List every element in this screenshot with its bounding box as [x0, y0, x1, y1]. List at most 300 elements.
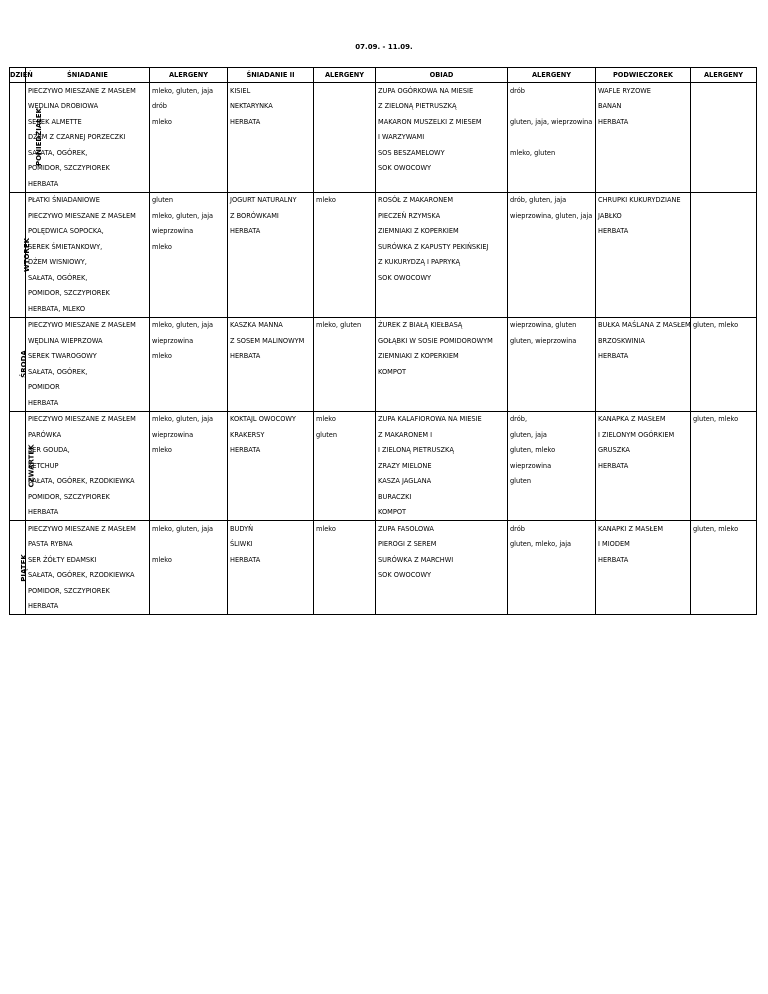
cell-afternoon-snack: BANAN: [596, 99, 691, 115]
menu-row: [10, 270, 757, 286]
cell-afternoon-snack-allergens: [691, 568, 757, 584]
cell-lunch: Z MAKARONEM I: [376, 427, 508, 443]
cell-afternoon-snack: [596, 489, 691, 505]
cell-breakfast-allergens: [150, 474, 228, 490]
cell-breakfast: HERBATA: [26, 395, 150, 411]
cell-afternoon-snack: [596, 161, 691, 177]
cell-afternoon-snack: HERBATA: [596, 552, 691, 568]
menu-body: [10, 83, 757, 615]
cell-breakfast: POMIDOR, SZCZYPIOREK: [26, 489, 150, 505]
cell-afternoon-snack: [596, 270, 691, 286]
cell-breakfast-allergens: [150, 583, 228, 599]
cell-breakfast: SER GOUDA,: [26, 443, 150, 459]
menu-row: [10, 83, 757, 99]
cell-breakfast: SAŁATA, OGÓREK,: [26, 270, 150, 286]
cell-lunch-allergens: gluten, mleko, jaja: [508, 537, 596, 553]
menu-row: [10, 443, 757, 459]
cell-afternoon-snack-allergens: [691, 349, 757, 365]
cell-afternoon-snack-allergens: [691, 192, 757, 208]
cell-second-breakfast-allergens: [314, 145, 376, 161]
cell-lunch: ZUPA FASOLOWA: [376, 521, 508, 537]
cell-lunch-allergens: [508, 489, 596, 505]
cell-breakfast-allergens: [150, 458, 228, 474]
weekly-menu-table: [9, 67, 757, 615]
cell-lunch: Z ZIELONĄ PIETRUSZKĄ: [376, 99, 508, 115]
cell-afternoon-snack: [596, 583, 691, 599]
cell-lunch: [376, 599, 508, 615]
cell-lunch-allergens: gluten, jaja, wieprzowina: [508, 114, 596, 130]
cell-lunch-allergens: [508, 255, 596, 271]
cell-second-breakfast-allergens: mleko: [314, 192, 376, 208]
cell-afternoon-snack: [596, 380, 691, 396]
cell-second-breakfast-allergens: [314, 333, 376, 349]
cell-afternoon-snack-allergens: [691, 380, 757, 396]
cell-second-breakfast-allergens: [314, 114, 376, 130]
cell-afternoon-snack: [596, 395, 691, 411]
cell-afternoon-snack: [596, 255, 691, 271]
cell-lunch-allergens: wieprzowina, gluten, jaja: [508, 208, 596, 224]
cell-afternoon-snack: I MIODEM: [596, 537, 691, 553]
cell-lunch-allergens: [508, 395, 596, 411]
cell-lunch-allergens: [508, 380, 596, 396]
cell-second-breakfast-allergens: [314, 239, 376, 255]
menu-row: [10, 224, 757, 240]
cell-afternoon-snack-allergens: gluten, mleko: [691, 521, 757, 537]
day-cell: [10, 192, 32, 317]
menu-row: [10, 114, 757, 130]
cell-lunch-allergens: gluten: [508, 474, 596, 490]
cell-second-breakfast: [228, 161, 314, 177]
day-cell: [10, 317, 26, 411]
cell-lunch-allergens: drób,: [508, 411, 596, 427]
menu-row: [10, 568, 757, 584]
cell-breakfast-allergens: wieprzowina: [150, 427, 228, 443]
cell-breakfast-allergens: [150, 145, 228, 161]
cell-second-breakfast: [228, 255, 314, 271]
cell-breakfast: PIECZYWO MIESZANE Z MASŁEM: [26, 83, 150, 99]
cell-lunch: [376, 301, 508, 317]
menu-row: [10, 458, 757, 474]
cell-breakfast: PIECZYWO MIESZANE Z MASŁEM: [26, 411, 150, 427]
cell-lunch-allergens: drób: [508, 521, 596, 537]
cell-breakfast-allergens: mleko: [150, 349, 228, 365]
day-name: PIĄTEK: [19, 553, 28, 582]
cell-breakfast: SAŁATA, OGÓREK, RZODKIEWKA: [26, 474, 150, 490]
cell-breakfast-allergens: mleko, gluten, jaja: [150, 411, 228, 427]
cell-second-breakfast: [228, 239, 314, 255]
cell-afternoon-snack: [596, 145, 691, 161]
cell-afternoon-snack: [596, 239, 691, 255]
cell-second-breakfast: Z BORÓWKAMI: [228, 208, 314, 224]
cell-breakfast-allergens: [150, 537, 228, 553]
cell-afternoon-snack: HERBATA: [596, 114, 691, 130]
cell-lunch: [376, 286, 508, 302]
cell-lunch: SOK OWOCOWY: [376, 568, 508, 584]
cell-second-breakfast-allergens: [314, 270, 376, 286]
cell-second-breakfast-allergens: [314, 537, 376, 553]
cell-breakfast: POMIDOR, SZCZYPIOREK: [26, 583, 150, 599]
cell-second-breakfast: KOKTAJL OWOCOWY: [228, 411, 314, 427]
cell-afternoon-snack: [596, 286, 691, 302]
cell-afternoon-snack: [596, 599, 691, 615]
cell-second-breakfast: ŚLIWKI: [228, 537, 314, 553]
cell-afternoon-snack-allergens: [691, 474, 757, 490]
cell-lunch: ROSÓŁ Z MAKARONEM: [376, 192, 508, 208]
day-name: CZWARTEK: [27, 444, 36, 488]
menu-row: [10, 208, 757, 224]
cell-breakfast: SAŁATA, OGÓREK, RZODKIEWKA: [26, 568, 150, 584]
cell-afternoon-snack: [596, 505, 691, 521]
cell-lunch: [376, 176, 508, 192]
cell-breakfast: PIECZYWO MIESZANE Z MASŁEM: [26, 521, 150, 537]
cell-lunch-allergens: [508, 349, 596, 365]
cell-lunch-allergens: [508, 599, 596, 615]
menu-row: [10, 599, 757, 615]
cell-afternoon-snack-allergens: [691, 583, 757, 599]
cell-lunch-allergens: wieprzowina: [508, 458, 596, 474]
cell-afternoon-snack: BUŁKA MAŚLANA Z MASŁEM: [596, 317, 691, 333]
cell-second-breakfast: Z SOSEM MALINOWYM: [228, 333, 314, 349]
cell-breakfast-allergens: [150, 286, 228, 302]
header-breakfast-allergens: ALERGENY: [150, 68, 228, 83]
header-day: DZIEŃ: [10, 68, 26, 83]
cell-afternoon-snack: HERBATA: [596, 458, 691, 474]
cell-breakfast: HERBATA: [26, 599, 150, 615]
cell-second-breakfast: [228, 583, 314, 599]
cell-lunch: KASZA JAGLANA: [376, 474, 508, 490]
cell-afternoon-snack: BRZOSKWINIA: [596, 333, 691, 349]
day-cell: [10, 83, 43, 193]
cell-breakfast-allergens: drób: [150, 99, 228, 115]
cell-afternoon-snack: KANAPKA Z MASŁEM: [596, 411, 691, 427]
cell-breakfast: SEREK ŚMIETANKOWY,: [26, 239, 150, 255]
cell-breakfast: HERBATA: [26, 176, 150, 192]
cell-breakfast-allergens: mleko, gluten, jaja: [150, 317, 228, 333]
cell-lunch-allergens: [508, 239, 596, 255]
cell-afternoon-snack-allergens: [691, 301, 757, 317]
header-lunch: OBIAD: [376, 68, 508, 83]
cell-lunch-allergens: [508, 270, 596, 286]
cell-breakfast: PASTA RYBNA: [26, 537, 150, 553]
cell-lunch: ZUPA KALAFIOROWA NA MIESIE: [376, 411, 508, 427]
cell-breakfast-allergens: mleko: [150, 239, 228, 255]
cell-second-breakfast-allergens: [314, 552, 376, 568]
cell-afternoon-snack-allergens: [691, 161, 757, 177]
cell-breakfast: WĘDLINA WIEPRZOWA: [26, 333, 150, 349]
menu-row: [10, 349, 757, 365]
cell-afternoon-snack-allergens: [691, 364, 757, 380]
cell-lunch: PIECZEŃ RZYMSKA: [376, 208, 508, 224]
cell-lunch-allergens: drób: [508, 83, 596, 99]
cell-lunch: KOMPOT: [376, 364, 508, 380]
cell-breakfast: PŁATKI ŚNIADANIOWE: [26, 192, 150, 208]
menu-row: [10, 176, 757, 192]
cell-lunch-allergens: [508, 301, 596, 317]
cell-second-breakfast-allergens: mleko: [314, 411, 376, 427]
cell-lunch-allergens: [508, 161, 596, 177]
cell-second-breakfast-allergens: [314, 99, 376, 115]
cell-breakfast-allergens: [150, 489, 228, 505]
header-second-breakfast-allergens: ALERGENY: [314, 68, 376, 83]
cell-breakfast: DŻEM Z CZARNEJ PORZECZKI: [26, 130, 150, 146]
cell-second-breakfast: NEKTARYNKA: [228, 99, 314, 115]
cell-breakfast: SEREK TWAROGOWY: [26, 349, 150, 365]
cell-second-breakfast: BUDYŃ: [228, 521, 314, 537]
cell-breakfast: WĘDLINA DROBIOWA: [26, 99, 150, 115]
cell-lunch-allergens: [508, 568, 596, 584]
menu-row: [10, 537, 757, 553]
cell-afternoon-snack-allergens: [691, 458, 757, 474]
cell-second-breakfast: [228, 364, 314, 380]
cell-afternoon-snack-allergens: [691, 489, 757, 505]
cell-lunch-allergens: drób, gluten, jaja: [508, 192, 596, 208]
cell-lunch-allergens: gluten, mleko: [508, 443, 596, 459]
cell-breakfast-allergens: [150, 255, 228, 271]
cell-lunch-allergens: [508, 176, 596, 192]
cell-breakfast: POLĘDWICA SOPOCKA,: [26, 224, 150, 240]
menu-row: [10, 99, 757, 115]
cell-afternoon-snack-allergens: [691, 395, 757, 411]
cell-afternoon-snack-allergens: [691, 114, 757, 130]
cell-second-breakfast-allergens: [314, 301, 376, 317]
cell-afternoon-snack: HERBATA: [596, 224, 691, 240]
cell-breakfast: POMIDOR, SZCZYPIOREK: [26, 286, 150, 302]
cell-second-breakfast-allergens: [314, 176, 376, 192]
menu-row: [10, 364, 757, 380]
cell-lunch: ŻUREK Z BIAŁĄ KIEŁBASĄ: [376, 317, 508, 333]
cell-second-breakfast-allergens: [314, 505, 376, 521]
cell-second-breakfast-allergens: [314, 395, 376, 411]
cell-lunch-allergens: mleko, gluten: [508, 145, 596, 161]
cell-breakfast: SAŁATA, OGÓREK,: [26, 145, 150, 161]
cell-breakfast-allergens: [150, 176, 228, 192]
cell-lunch: ZUPA OGÓRKOWA NA MIESIE: [376, 83, 508, 99]
cell-afternoon-snack-allergens: [691, 552, 757, 568]
cell-breakfast-allergens: mleko: [150, 552, 228, 568]
cell-lunch-allergens: [508, 99, 596, 115]
cell-lunch: I WARZYWAMI: [376, 130, 508, 146]
cell-afternoon-snack: WAFLE RYZOWE: [596, 83, 691, 99]
cell-second-breakfast: [228, 301, 314, 317]
cell-second-breakfast-allergens: [314, 208, 376, 224]
cell-afternoon-snack: JABŁKO: [596, 208, 691, 224]
day-name: ŚRODA: [19, 350, 28, 378]
header-afternoon-snack: PODWIECZOREK: [596, 68, 691, 83]
cell-afternoon-snack-allergens: [691, 83, 757, 99]
cell-afternoon-snack-allergens: [691, 239, 757, 255]
cell-lunch: SOK OWOCOWY: [376, 270, 508, 286]
cell-afternoon-snack-allergens: [691, 537, 757, 553]
cell-breakfast-allergens: wieprzowina: [150, 333, 228, 349]
cell-second-breakfast-allergens: [314, 364, 376, 380]
cell-second-breakfast: [228, 176, 314, 192]
cell-second-breakfast-allergens: [314, 349, 376, 365]
cell-breakfast-allergens: [150, 364, 228, 380]
cell-second-breakfast: [228, 568, 314, 584]
cell-afternoon-snack-allergens: [691, 145, 757, 161]
cell-second-breakfast-allergens: [314, 489, 376, 505]
cell-breakfast-allergens: mleko, gluten, jaja: [150, 208, 228, 224]
cell-afternoon-snack-allergens: [691, 208, 757, 224]
menu-date-range: 07.09. - 11.09.: [355, 43, 413, 51]
cell-afternoon-snack: [596, 301, 691, 317]
cell-second-breakfast: KRAKERSY: [228, 427, 314, 443]
cell-second-breakfast: HERBATA: [228, 224, 314, 240]
cell-afternoon-snack-allergens: [691, 505, 757, 521]
cell-lunch: BURACZKI: [376, 489, 508, 505]
day-cell: [10, 411, 36, 521]
cell-breakfast: PIECZYWO MIESZANE Z MASŁEM: [26, 208, 150, 224]
cell-lunch: KOMPOT: [376, 505, 508, 521]
cell-second-breakfast: HERBATA: [228, 349, 314, 365]
cell-afternoon-snack-allergens: gluten, mleko: [691, 317, 757, 333]
cell-afternoon-snack-allergens: [691, 270, 757, 286]
cell-afternoon-snack: [596, 176, 691, 192]
cell-second-breakfast-allergens: [314, 474, 376, 490]
cell-second-breakfast-allergens: [314, 458, 376, 474]
cell-afternoon-snack-allergens: [691, 443, 757, 459]
cell-breakfast-allergens: [150, 505, 228, 521]
cell-breakfast-allergens: gluten: [150, 192, 228, 208]
cell-lunch-allergens: [508, 583, 596, 599]
cell-breakfast: SEREK ALMETTE: [26, 114, 150, 130]
cell-afternoon-snack-allergens: gluten, mleko: [691, 411, 757, 427]
cell-breakfast-allergens: mleko: [150, 443, 228, 459]
cell-second-breakfast: [228, 270, 314, 286]
cell-lunch-allergens: gluten, jaja: [508, 427, 596, 443]
cell-afternoon-snack: CHRUPKI KUKURYDZIANE: [596, 192, 691, 208]
cell-lunch: ZIEMNIAKI Z KOPERKIEM: [376, 349, 508, 365]
day-cell: [10, 521, 26, 615]
cell-second-breakfast-allergens: [314, 583, 376, 599]
cell-breakfast-allergens: [150, 130, 228, 146]
cell-afternoon-snack: [596, 130, 691, 146]
header-row: [10, 68, 757, 83]
menu-row: [10, 161, 757, 177]
cell-second-breakfast: [228, 599, 314, 615]
cell-afternoon-snack: KANAPKI Z MASŁEM: [596, 521, 691, 537]
cell-breakfast-allergens: wieprzowina: [150, 224, 228, 240]
menu-row: [10, 130, 757, 146]
cell-breakfast-allergens: [150, 380, 228, 396]
menu-row: [10, 317, 757, 333]
cell-lunch-allergens: [508, 364, 596, 380]
cell-afternoon-snack-allergens: [691, 333, 757, 349]
menu-row: [10, 411, 757, 427]
cell-lunch: MAKARON MUSZELKI Z MIESEM: [376, 114, 508, 130]
cell-breakfast: HERBATA, MLEKO: [26, 301, 150, 317]
header-second-breakfast: ŚNIADANIE II: [228, 68, 314, 83]
cell-lunch: [376, 583, 508, 599]
menu-row: [10, 380, 757, 396]
cell-second-breakfast: JOGURT NATURALNY: [228, 192, 314, 208]
cell-breakfast-allergens: [150, 395, 228, 411]
cell-afternoon-snack: [596, 568, 691, 584]
cell-second-breakfast: HERBATA: [228, 552, 314, 568]
cell-lunch-allergens: [508, 552, 596, 568]
cell-lunch: ZRAZY MIELONE: [376, 458, 508, 474]
cell-afternoon-snack-allergens: [691, 286, 757, 302]
cell-lunch-allergens: [508, 286, 596, 302]
menu-row: [10, 521, 757, 537]
menu-row: [10, 427, 757, 443]
menu-row: [10, 552, 757, 568]
menu-row: [10, 395, 757, 411]
cell-breakfast: KETCHUP: [26, 458, 150, 474]
cell-second-breakfast-allergens: [314, 130, 376, 146]
menu-row: [10, 333, 757, 349]
menu-row: [10, 474, 757, 490]
header-lunch-allergens: ALERGENY: [508, 68, 596, 83]
cell-lunch: GOŁĄBKI W SOSIE POMIDOROWYM: [376, 333, 508, 349]
cell-breakfast: POMIDOR: [26, 380, 150, 396]
cell-second-breakfast-allergens: [314, 443, 376, 459]
menu-row: [10, 505, 757, 521]
menu-row: [10, 301, 757, 317]
cell-breakfast-allergens: [150, 161, 228, 177]
cell-second-breakfast-allergens: [314, 161, 376, 177]
cell-second-breakfast: [228, 474, 314, 490]
cell-second-breakfast-allergens: [314, 286, 376, 302]
cell-breakfast-allergens: mleko, gluten, jaja: [150, 521, 228, 537]
cell-afternoon-snack-allergens: [691, 130, 757, 146]
cell-lunch-allergens: [508, 224, 596, 240]
cell-second-breakfast-allergens: mleko: [314, 521, 376, 537]
cell-lunch: Z KUKURYDZĄ I PAPRYKĄ: [376, 255, 508, 271]
cell-afternoon-snack-allergens: [691, 599, 757, 615]
cell-second-breakfast: [228, 458, 314, 474]
cell-lunch: SURÓWKA Z MARCHWI: [376, 552, 508, 568]
cell-breakfast: SER ŻÓŁTY EDAMSKI: [26, 552, 150, 568]
cell-breakfast: SAŁATA, OGÓREK,: [26, 364, 150, 380]
menu-row: [10, 286, 757, 302]
cell-second-breakfast: [228, 145, 314, 161]
cell-second-breakfast-allergens: gluten: [314, 427, 376, 443]
cell-second-breakfast-allergens: mleko, gluten: [314, 317, 376, 333]
cell-lunch: I ZIELONĄ PIETRUSZKĄ: [376, 443, 508, 459]
cell-lunch-allergens: wieprzowina, gluten: [508, 317, 596, 333]
menu-row: [10, 145, 757, 161]
cell-second-breakfast: [228, 130, 314, 146]
menu-row: [10, 239, 757, 255]
cell-second-breakfast: KASZKA MANNA: [228, 317, 314, 333]
cell-lunch: ZIEMNIAKI Z KOPERKIEM: [376, 224, 508, 240]
cell-second-breakfast: HERBATA: [228, 114, 314, 130]
cell-second-breakfast: [228, 286, 314, 302]
cell-afternoon-snack-allergens: [691, 176, 757, 192]
cell-afternoon-snack: GRUSZKA: [596, 443, 691, 459]
cell-breakfast-allergens: [150, 599, 228, 615]
cell-afternoon-snack: [596, 364, 691, 380]
cell-second-breakfast-allergens: [314, 224, 376, 240]
cell-breakfast-allergens: mleko, gluten, jaja: [150, 83, 228, 99]
cell-afternoon-snack: HERBATA: [596, 349, 691, 365]
menu-row: [10, 192, 757, 208]
cell-lunch-allergens: [508, 130, 596, 146]
cell-afternoon-snack-allergens: [691, 255, 757, 271]
cell-breakfast: POMIDOR, SZCZYPIOREK: [26, 161, 150, 177]
cell-second-breakfast: [228, 489, 314, 505]
cell-lunch-allergens: gluten, wieprzowina: [508, 333, 596, 349]
cell-second-breakfast: [228, 380, 314, 396]
cell-second-breakfast-allergens: [314, 599, 376, 615]
menu-row: [10, 489, 757, 505]
cell-breakfast-allergens: [150, 270, 228, 286]
cell-lunch-allergens: [508, 505, 596, 521]
cell-breakfast-allergens: mleko: [150, 114, 228, 130]
cell-second-breakfast: HERBATA: [228, 443, 314, 459]
cell-breakfast: DŻEM WISNIOWY,: [26, 255, 150, 271]
